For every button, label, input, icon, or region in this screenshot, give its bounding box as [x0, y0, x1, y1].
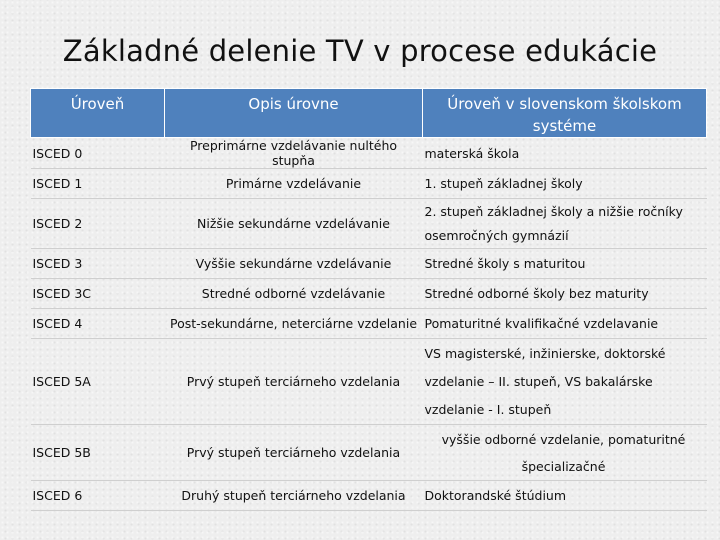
table-row [31, 279, 707, 309]
table-cell-slovak-system: 1. stupeň základnej školy [423, 169, 707, 199]
column-header-level: Úroveň [31, 89, 165, 138]
table-cell-slovak-system: Pomaturitné kvalifikačné vzdelavanie [423, 309, 707, 339]
table-cell-level: ISCED 4 [31, 309, 165, 339]
table-row [31, 309, 707, 339]
table-cell-level: ISCED 1 [31, 169, 165, 199]
table-row [31, 169, 707, 199]
table-cell-level: ISCED 2 [31, 199, 165, 249]
table-cell-level: ISCED 5A [31, 339, 165, 425]
table-cell-description: Prvý stupeň terciárneho vzdelania [165, 339, 423, 425]
table-row [31, 249, 707, 279]
table-cell-slovak-system: VS magisterské, inžinierske, doktorské vzdelanie – II. stupeň, VS bakalárske vzdelanie - I. stupeň [423, 339, 707, 425]
table-row [31, 425, 707, 481]
table-cell-slovak-system: Doktorandské štúdium [423, 481, 707, 511]
table-row [31, 199, 707, 249]
table-cell-slovak-system: vyššie odborné vzdelanie, pomaturitné špecializačné [423, 425, 707, 481]
column-header-slovak-system: Úroveň v slovenskom školskom systéme [423, 89, 707, 138]
table-cell-description: Primárne vzdelávanie [165, 169, 423, 199]
table-cell-description: Preprimárne vzdelávanie nultého stupňa [165, 138, 423, 169]
table-header-row [31, 89, 707, 138]
table-row [31, 339, 707, 425]
table-cell-description: Prvý stupeň terciárneho vzdelania [165, 425, 423, 481]
table-row [31, 138, 707, 169]
table-cell-level: ISCED 6 [31, 481, 165, 511]
table-cell-description: Nižšie sekundárne vzdelávanie [165, 199, 423, 249]
table-cell-slovak-system: Stredné odborné školy bez maturity [423, 279, 707, 309]
table-cell-slovak-system: materská škola [423, 138, 707, 169]
table-cell-slovak-system: Stredné školy s maturitou [423, 249, 707, 279]
table-cell-level: ISCED 5B [31, 425, 165, 481]
table-cell-level: ISCED 0 [31, 138, 165, 169]
table-row [31, 481, 707, 511]
table-cell-description: Stredné odborné vzdelávanie [165, 279, 423, 309]
column-header-description: Opis úrovne [165, 89, 423, 138]
table-cell-slovak-system: 2. stupeň základnej školy a nižšie ročníky osemročných gymnázií [423, 199, 707, 249]
table-cell-description: Druhý stupeň terciárneho vzdelania [165, 481, 423, 511]
isced-table [30, 88, 707, 511]
table-cell-level: ISCED 3 [31, 249, 165, 279]
table-cell-level: ISCED 3C [31, 279, 165, 309]
page-title: Základné delenie TV v procese edukácie [62, 34, 658, 68]
table-cell-description: Vyššie sekundárne vzdelávanie [165, 249, 423, 279]
table-cell-description: Post-sekundárne, neterciárne vzdelanie [165, 309, 423, 339]
